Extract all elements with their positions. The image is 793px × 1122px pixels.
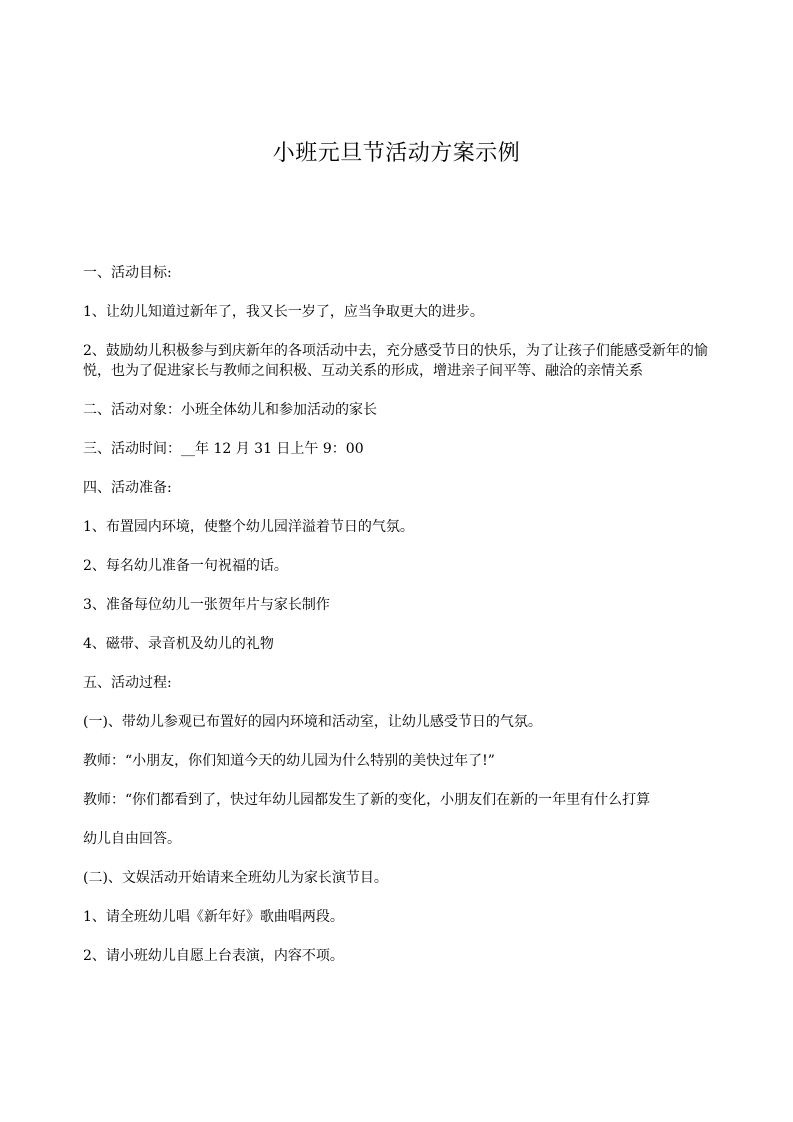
- paragraph: 2、请小班幼儿自愿上台表演，内容不项。: [83, 948, 344, 964]
- section-heading-preparation: 四、活动准备:: [83, 480, 172, 496]
- paragraph: (二)、文娱活动开始请来全班幼儿为家长演节目。: [83, 870, 388, 886]
- paragraph: 2、鼓励幼儿积极参与到庆新年的各项活动中去，充分感受节日的快乐，为了让孩子们能感受新年的愉悦，也为了促进家长与教师之间积极、互动关系的形成，增进亲子间平等、融洽的亲情关系: [83, 343, 708, 379]
- paragraph: 1、布置园内环境，使整个幼儿园洋溢着节日的气氛。: [83, 519, 414, 535]
- document-title: 小班元旦节活动方案示例: [272, 141, 521, 166]
- paragraph: (一)、带幼儿参观已布置好的园内环境和活动室，让幼儿感受节日的气氛。: [83, 714, 542, 730]
- paragraph: 幼儿自由回答。: [83, 831, 181, 847]
- paragraph: 1、请全班幼儿唱《新年好》歌曲唱两段。: [83, 909, 344, 925]
- section-heading-process: 五、活动过程:: [83, 675, 172, 691]
- paragraph: 教师：“小朋友，你们知道今天的幼儿园为什么特别的美快过年了!”: [83, 753, 495, 769]
- section-heading-participants: 二、活动对象：小班全体幼儿和参加活动的家长: [83, 402, 377, 418]
- paragraph: 4、磁带、录音机及幼儿的礼物: [83, 636, 274, 652]
- paragraph: 3、准备每位幼儿一张贺年片与家长制作: [83, 597, 330, 613]
- document-body: [83, 263, 708, 985]
- section-heading-goals: 一、活动目标:: [83, 265, 172, 281]
- paragraph: 2、每名幼儿准备一句祝福的话。: [83, 558, 288, 574]
- paragraph: 1、让幼儿知道过新年了，我又长一岁了，应当争取更大的进步。: [83, 304, 484, 320]
- paragraph: 教师：“你们都看到了，快过年幼儿园都发生了新的变化，小朋友们在新的一年里有什么打算: [83, 792, 651, 808]
- section-heading-time: 三、活动时间：__年 12 月 31 日上午 9：00: [83, 441, 364, 457]
